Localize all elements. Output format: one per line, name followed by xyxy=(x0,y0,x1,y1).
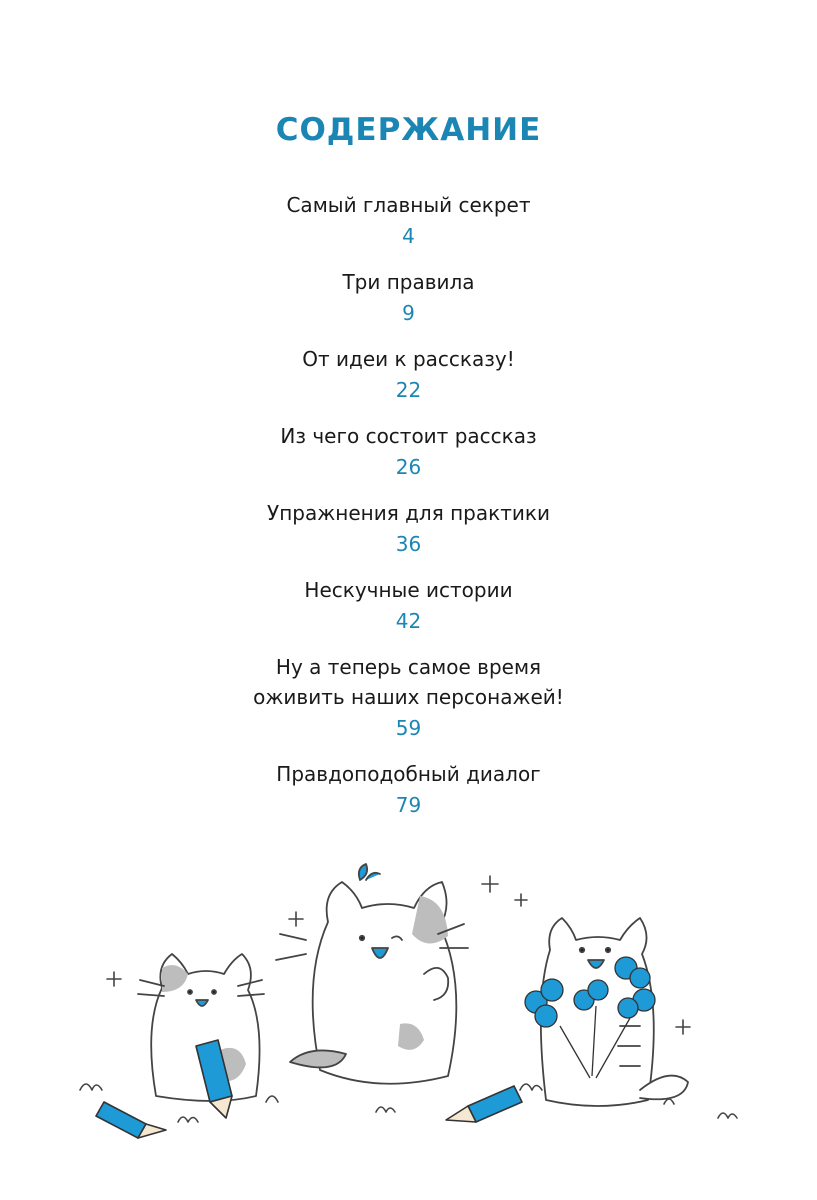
toc-entry-title: Правдоподобный диалог xyxy=(276,762,541,786)
toc-entry-page: 79 xyxy=(395,793,422,817)
sparkle-icon xyxy=(515,894,527,906)
toc-entry-page: 26 xyxy=(395,455,422,479)
toc-entry[interactable] xyxy=(0,498,817,556)
toc-entry-page: 4 xyxy=(402,224,415,248)
toc-entry-page: 42 xyxy=(395,609,422,633)
toc-entry[interactable] xyxy=(0,344,817,402)
grass-tuft xyxy=(664,1099,674,1104)
toc-entry-page: 22 xyxy=(395,378,422,402)
sparkle-icon xyxy=(107,972,121,986)
toc-entry-title-line-1: Ну а теперь самое время xyxy=(275,655,542,679)
grass-tuft xyxy=(266,1096,278,1102)
pencil-icon xyxy=(446,1086,522,1122)
toc-entry-page: 9 xyxy=(402,301,415,325)
toc-entry[interactable] xyxy=(0,267,817,325)
grass-tuft xyxy=(520,1084,542,1090)
cat-left xyxy=(138,954,264,1101)
toc-entry-title: Три правила xyxy=(342,270,475,294)
cat-right xyxy=(541,918,688,1106)
grass-tuft xyxy=(376,1107,395,1112)
toc-entry-title: Нескучные истории xyxy=(304,578,513,602)
grass-tuft xyxy=(718,1113,737,1118)
sparkle-icon xyxy=(289,912,303,926)
sparkle-icon xyxy=(482,876,498,892)
sparkle-icon xyxy=(676,1020,690,1034)
pencil-icon xyxy=(96,1102,166,1138)
cat-middle xyxy=(276,864,468,1084)
toc-list xyxy=(0,190,817,836)
grass-tuft xyxy=(80,1084,102,1090)
toc-entry-title: Из чего состоит рассказ xyxy=(280,424,537,448)
toc-entry-title: От идеи к рассказу! xyxy=(302,347,515,371)
toc-entry-page: 36 xyxy=(395,532,422,556)
cats-illustration xyxy=(0,850,817,1180)
toc-entry[interactable] xyxy=(0,190,817,248)
toc-entry-title-line-2: оживить наших персонажей! xyxy=(253,685,564,709)
toc-entry-title: Самый главный секрет xyxy=(286,193,531,217)
toc-entry[interactable] xyxy=(0,421,817,479)
toc-heading: СОДЕРЖАНИЕ xyxy=(275,112,542,148)
toc-entry[interactable] xyxy=(0,759,817,817)
grass-tuft xyxy=(178,1117,198,1122)
toc-entry[interactable] xyxy=(0,575,817,633)
toc-entry[interactable] xyxy=(0,652,817,740)
toc-entry-page: 59 xyxy=(395,716,422,740)
toc-entry-title: Упражнения для практики xyxy=(267,501,550,525)
